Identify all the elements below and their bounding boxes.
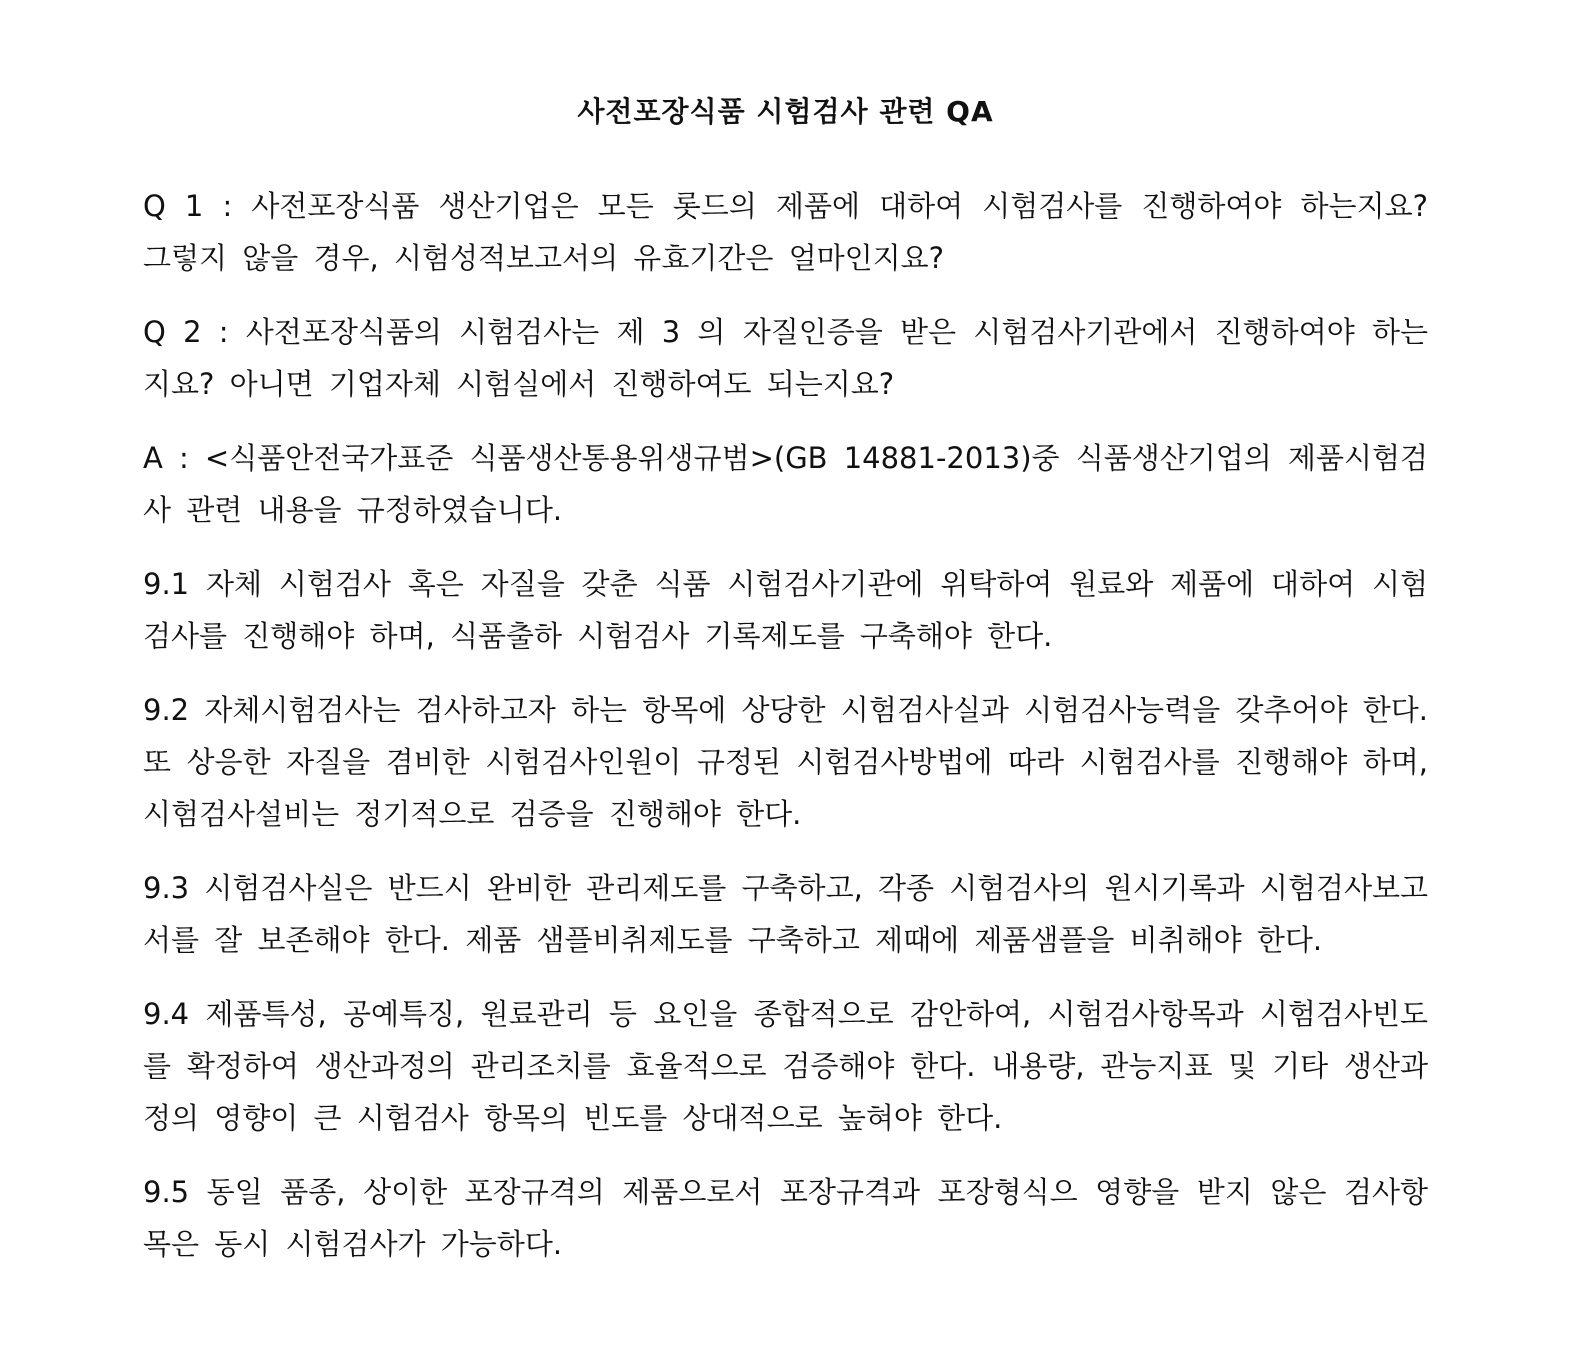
clause-9-1-paragraph: 9.1 자체 시험검사 혹은 자질을 갖춘 식품 시험검사기관에 위탁하여 원료와 제품에 대하여 시험검사를 진행해야 하며, 식품출하 시험검사 기록제도를 구축해야 한다. xyxy=(143,567,1428,653)
question-1-paragraph: Q 1 : 사전포장식품 생산기업은 모든 롯드의 제품에 대하여 시험검사를 진행하여야 하는지요? 그렇지 않을 경우, 시험성적보고서의 유효기간은 얼마인지요? xyxy=(143,189,1428,275)
clause-9-2-paragraph: 9.2 자체시험검사는 검사하고자 하는 항목에 상당한 시험검사실과 시험검사능력을 갖추어야 한다. 또 상응한 자질을 겸비한 시험검사인원이 규정된 시험검사방법에 따라 시험검사를 진행해야 하며, 시험검사설비는 정기적으로 검증을 진행해야 한다. xyxy=(143,693,1428,831)
question-2-paragraph: Q 2 : 사전포장식품의 시험검사는 제 3 의 자질인증을 받은 시험검사기관에서 진행하여야 하는지요? 아니면 기업자체 시험실에서 진행하여도 되는지요? xyxy=(143,315,1428,401)
document-page xyxy=(143,80,1428,1292)
clause-9-4-paragraph: 9.4 제품특성, 공예특징, 원료관리 등 요인을 종합적으로 감안하여, 시험검사항목과 시험검사빈도를 확정하여 생산과정의 관리조치를 효율적으로 검증해야 한다. 내용량, 관능지표 및 기타 생산과정의 영향이 큰 시험검사 항목의 빈도를 상대적으로 높혀야 한다. xyxy=(143,997,1428,1135)
answer-paragraph: A : <식품안전국가표준 식품생산통용위생규범>(GB 14881-2013)중 식품생산기업의 제품시험검사 관련 내용을 규정하였습니다. xyxy=(143,441,1428,527)
clause-9-3-paragraph: 9.3 시험검사실은 반드시 완비한 관리제도를 구축하고, 각종 시험검사의 원시기록과 시험검사보고서를 잘 보존해야 한다. 제품 샘플비취제도를 구축하고 제때에 제품샘플을 비취해야 한다. xyxy=(143,871,1428,957)
clause-9-5-paragraph: 9.5 동일 품종, 상이한 포장규격의 제품으로서 포장규격과 포장형식으 영향을 받지 않은 검사항목은 동시 시험검사가 가능하다. xyxy=(143,1175,1428,1261)
document-title: 사전포장식품 시험검사 관련 QA xyxy=(577,95,994,128)
